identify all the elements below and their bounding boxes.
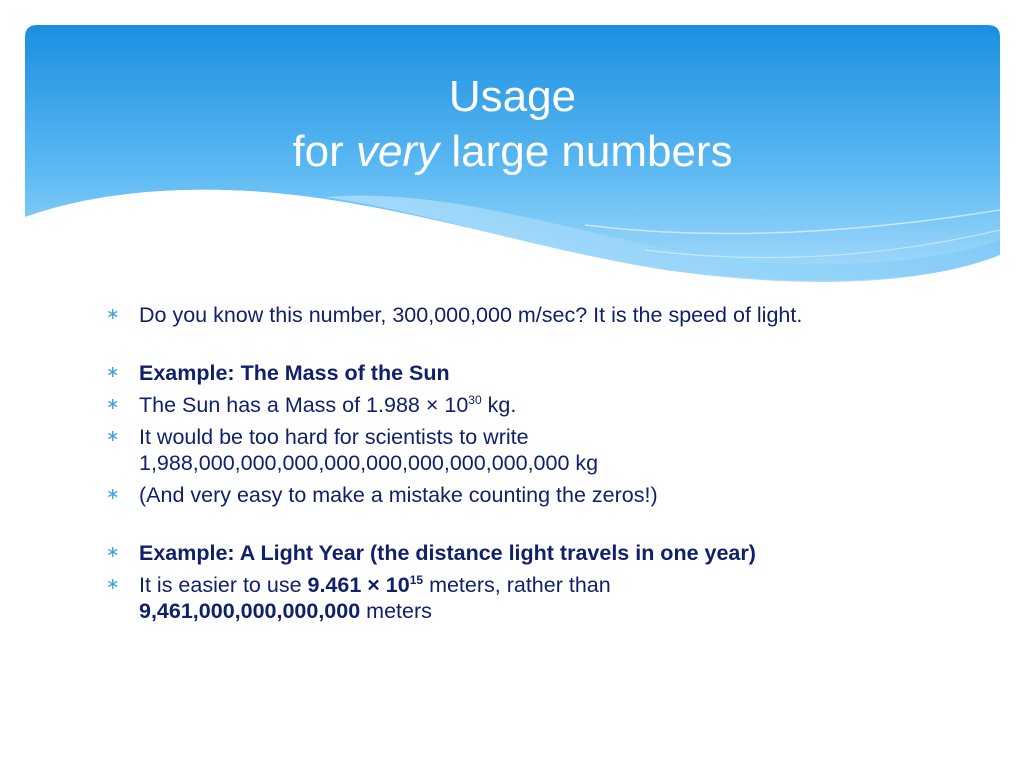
bullet-text-too-hard: It would be too hard for scientists to write bbox=[139, 425, 529, 449]
light-year-exponent: 15 bbox=[409, 572, 424, 587]
list-item bbox=[106, 424, 896, 476]
sun-mass-exponent: 30 bbox=[468, 392, 482, 407]
bullet-list bbox=[106, 302, 896, 630]
bullet-heading-light-year: Example: A Light Year (the distance light travels in one year) bbox=[139, 541, 756, 565]
bullet-text-light-year bbox=[139, 573, 611, 623]
list-item bbox=[106, 302, 896, 328]
light-year-mantissa: 9.461 × 10 bbox=[307, 573, 410, 597]
title-line-2 bbox=[25, 124, 1000, 179]
list-item bbox=[106, 392, 896, 418]
bullet-text-speed-of-light: Do you know this number, 300,000,000 m/sec? It is the speed of light. bbox=[139, 303, 803, 327]
title-line-2-end: large numbers bbox=[439, 127, 733, 176]
bullet-text-long-number: 1,988,000,000,000,000,000,000,000,000,000 kg bbox=[139, 451, 599, 475]
bullet-icon: ∗ bbox=[106, 364, 120, 381]
light-year-long-number: 9,461,000,000,000,000 bbox=[139, 599, 361, 623]
light-year-scientific bbox=[308, 573, 424, 597]
bullet-heading-mass-of-sun: Example: The Mass of the Sun bbox=[139, 361, 450, 385]
bullet-icon: ∗ bbox=[106, 428, 120, 445]
bullet-icon: ∗ bbox=[106, 306, 120, 323]
title-line-2-start: for bbox=[292, 127, 356, 176]
list-item bbox=[106, 360, 896, 386]
bullet-icon: ∗ bbox=[106, 396, 120, 413]
title-emphasis: very bbox=[355, 127, 440, 176]
list-item bbox=[106, 540, 896, 566]
title-line-1: Usage bbox=[448, 72, 577, 121]
bullet-text-zeros: (And very easy to make a mistake counting the zeros!) bbox=[139, 483, 658, 507]
bullet-text-sun-mass bbox=[139, 393, 516, 417]
bullet-icon: ∗ bbox=[106, 544, 120, 561]
sun-mass-unit: kg. bbox=[481, 393, 517, 417]
light-year-unit: meters bbox=[360, 599, 432, 623]
sun-mass-text: The Sun has a Mass of 1.988 × 10 bbox=[139, 393, 469, 417]
light-year-text: It is easier to use bbox=[139, 573, 308, 597]
bullet-icon: ∗ bbox=[106, 486, 120, 503]
slide-title bbox=[25, 69, 1000, 179]
list-item bbox=[106, 482, 896, 508]
list-item bbox=[106, 572, 896, 624]
bullet-icon: ∗ bbox=[106, 576, 120, 593]
light-year-middle: meters, rather than bbox=[423, 573, 611, 597]
title-banner bbox=[25, 25, 1000, 295]
